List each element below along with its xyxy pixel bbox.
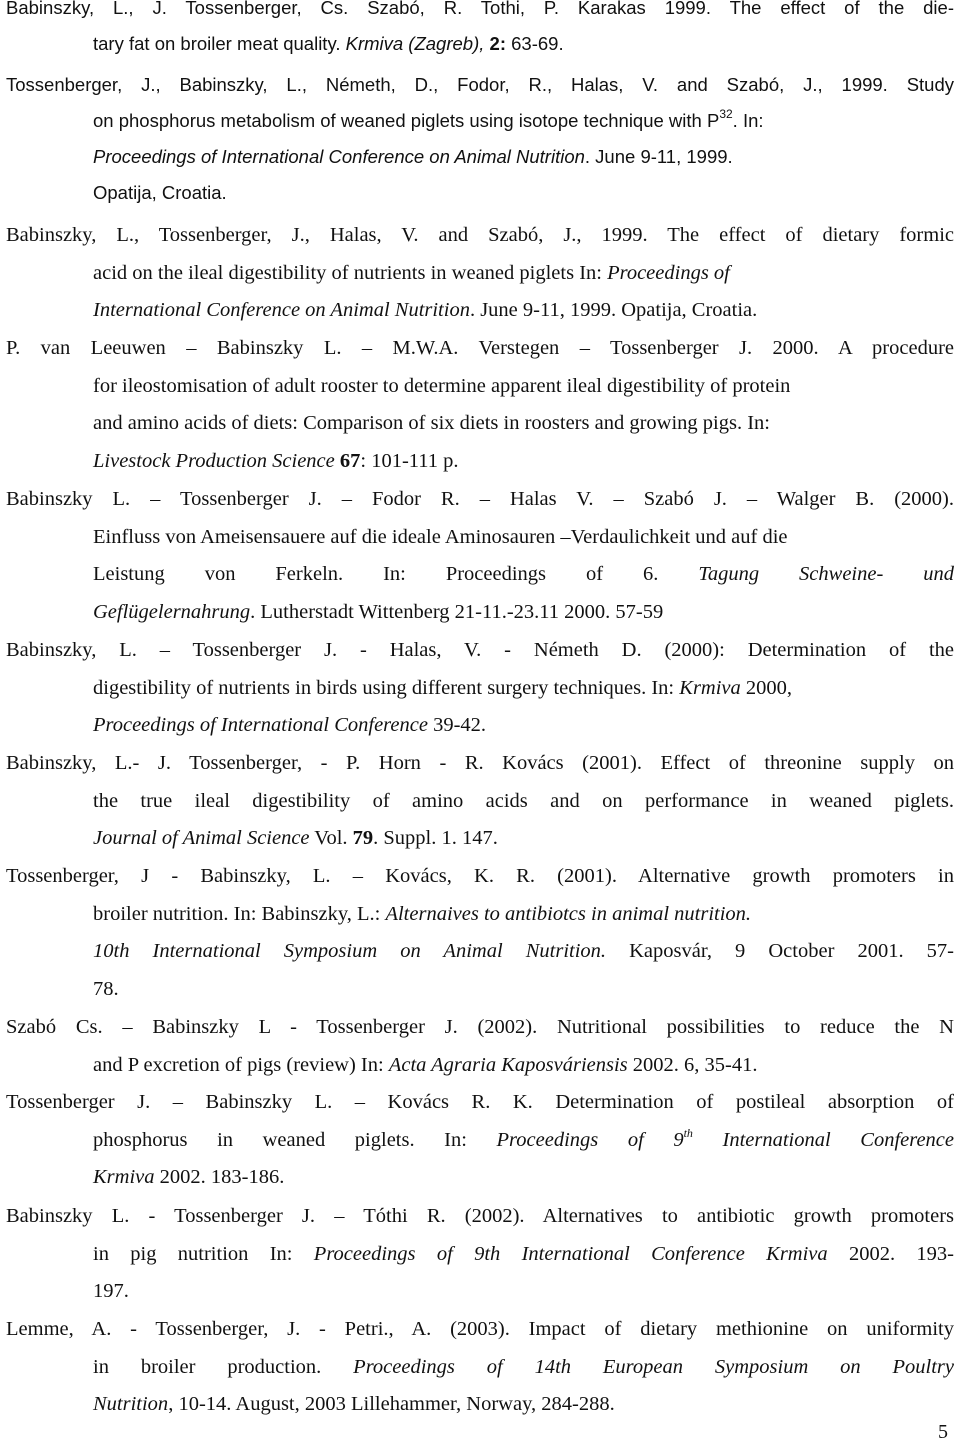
reference-line: Babinszky, L. – Tossenberger J. - Halas, V. - Németh D. (2000): Determination of the bbox=[6, 639, 954, 661]
reference-line: tary fat on broiler meat quality. Krmiva (Zagreb), 2: 63-69. bbox=[93, 33, 564, 54]
reference-line: and P excretion of pigs (review) In: Acta Agraria Kaposváriensis 2002. 6, 35-41. bbox=[93, 1053, 758, 1076]
reference-line: Szabó Cs. – Babinszky L - Tossenberger J. (2002). Nutritional possibilities to reduce the N bbox=[6, 1016, 954, 1038]
reference-line: Geflügelernahrung. Lutherstadt Wittenberg 21-11.-23.11 2000. 57-59 bbox=[93, 600, 664, 623]
reference-line: on phosphorus metabolism of weaned piglets using isotope technique with $P^{32}$. In: bbox=[93, 107, 764, 131]
reference-line: P. van Leeuwen – Babinszky L. – M.W.A. Verstegen – Tossenberger J. 2000. A procedure bbox=[6, 337, 954, 359]
reference-entry bbox=[6, 1084, 954, 1197]
reference-line: Babinszky L. - Tossenberger J. – Tóthi R. (2002). Alternatives to antibiotic growth promoters bbox=[6, 1205, 954, 1227]
reference-entry bbox=[6, 632, 954, 745]
reference-line: Livestock Production Science 67: 101-111 p. bbox=[93, 449, 459, 472]
reference-line: Tossenberger J. – Babinszky L. – Kovács R. K. Determination of postileal absorption of bbox=[6, 1091, 954, 1113]
reference-entry bbox=[6, 481, 954, 631]
reference-line: Proceedings of International Conference 39-42. bbox=[93, 714, 487, 737]
reference-line: 197. bbox=[93, 1280, 129, 1303]
reference-line: Opatija, Croatia. bbox=[93, 182, 227, 203]
reference-line: Babinszky, L., J. Tossenberger, Cs. Szabó, R. Tothi, P. Karakas 1999. The effect of the die- bbox=[6, 0, 954, 18]
reference-line: acid on the ileal digestibility of nutrients in weaned piglets In: Proceedings of bbox=[93, 261, 730, 284]
reference-line: in pig nutrition In: Proceedings of 9th International Conference Krmiva 2002. 193- bbox=[93, 1242, 954, 1265]
reference-line: Krmiva 2002. 183-186. bbox=[93, 1166, 285, 1189]
reference-line: Babinszky, L., Tossenberger, J., Halas, V. and Szabó, J., 1999. The effect of dietary formic bbox=[6, 224, 954, 246]
reference-entry bbox=[6, 745, 954, 858]
reference-entry bbox=[6, 330, 954, 480]
reference-line: Proceedings of International Conference on Animal Nutrition. June 9-11, 1999. bbox=[93, 146, 733, 167]
reference-line: Tossenberger, J - Babinszky, L. – Kovács, K. R. (2001). Alternative growth promoters in bbox=[6, 865, 954, 887]
reference-line: International Conference on Animal Nutrition. June 9-11, 1999. Opatija, Croatia. bbox=[93, 299, 758, 322]
reference-line: Lemme, A. - Tossenberger, J. - Petri., A. (2003). Impact of dietary methionine on uniformity bbox=[6, 1318, 954, 1340]
reference-entry bbox=[6, 1311, 954, 1424]
reference-line: 10th International Symposium on Animal Nutrition. Kaposvár, 9 October 2001. 57- bbox=[93, 940, 955, 963]
reference-entry bbox=[6, 67, 954, 211]
reference-line: broiler nutrition. In: Babinszky, L.: Alternaives to antibiotcs in animal nutrition. bbox=[93, 902, 752, 925]
reference-line: Nutrition, 10-14. August, 2003 Lillehammer, Norway, 284-288. bbox=[93, 1393, 615, 1416]
reference-line: in broiler production. Proceedings of 14th European Symposium on Poultry bbox=[93, 1355, 955, 1378]
reference-line: Journal of Animal Science Vol. 79. Suppl. 1. 147. bbox=[93, 827, 498, 850]
reference-entry bbox=[6, 217, 954, 330]
reference-line: for ileostomisation of adult rooster to determine apparent ileal digestibility of protein bbox=[93, 374, 791, 397]
reference-entry bbox=[6, 0, 954, 62]
reference-line: phosphorus in weaned piglets. In: Proceedings of 9th International Conference bbox=[93, 1125, 955, 1151]
reference-line: Babinszky L. – Tossenberger J. – Fodor R. – Halas V. – Szabó J. – Walger B. (2000). bbox=[6, 488, 954, 510]
reference-line: digestibility of nutrients in birds using different surgery techniques. In: Krmiva 2000, bbox=[93, 676, 793, 699]
reference-entry bbox=[6, 1009, 954, 1084]
reference-line: 78. bbox=[93, 977, 119, 1000]
reference-entry bbox=[6, 858, 954, 1008]
reference-line: Leistung von Ferkeln. In: Proceedings of 6. Tagung Schweine- und bbox=[93, 563, 954, 586]
reference-line: and amino acids of diets: Comparison of six diets in roosters and growing pigs. In: bbox=[93, 412, 770, 435]
page-number: 5 bbox=[938, 1421, 948, 1443]
reference-line: Einfluss von Ameisensauere auf die ideale Aminosauren –Verdaulichkeit und auf die bbox=[93, 525, 788, 548]
reference-entry bbox=[6, 1198, 954, 1311]
reference-line: Babinszky, L.- J. Tossenberger, - P. Horn - R. Kovács (2001). Effect of threonine supply on bbox=[6, 752, 954, 774]
reference-line: Tossenberger, J., Babinszky, L., Németh, D., Fodor, R., Halas, V. and Szabó, J., 1999. Study bbox=[6, 74, 954, 95]
reference-line: the true ileal digestibility of amino acids and on performance in weaned piglets. bbox=[93, 789, 954, 812]
